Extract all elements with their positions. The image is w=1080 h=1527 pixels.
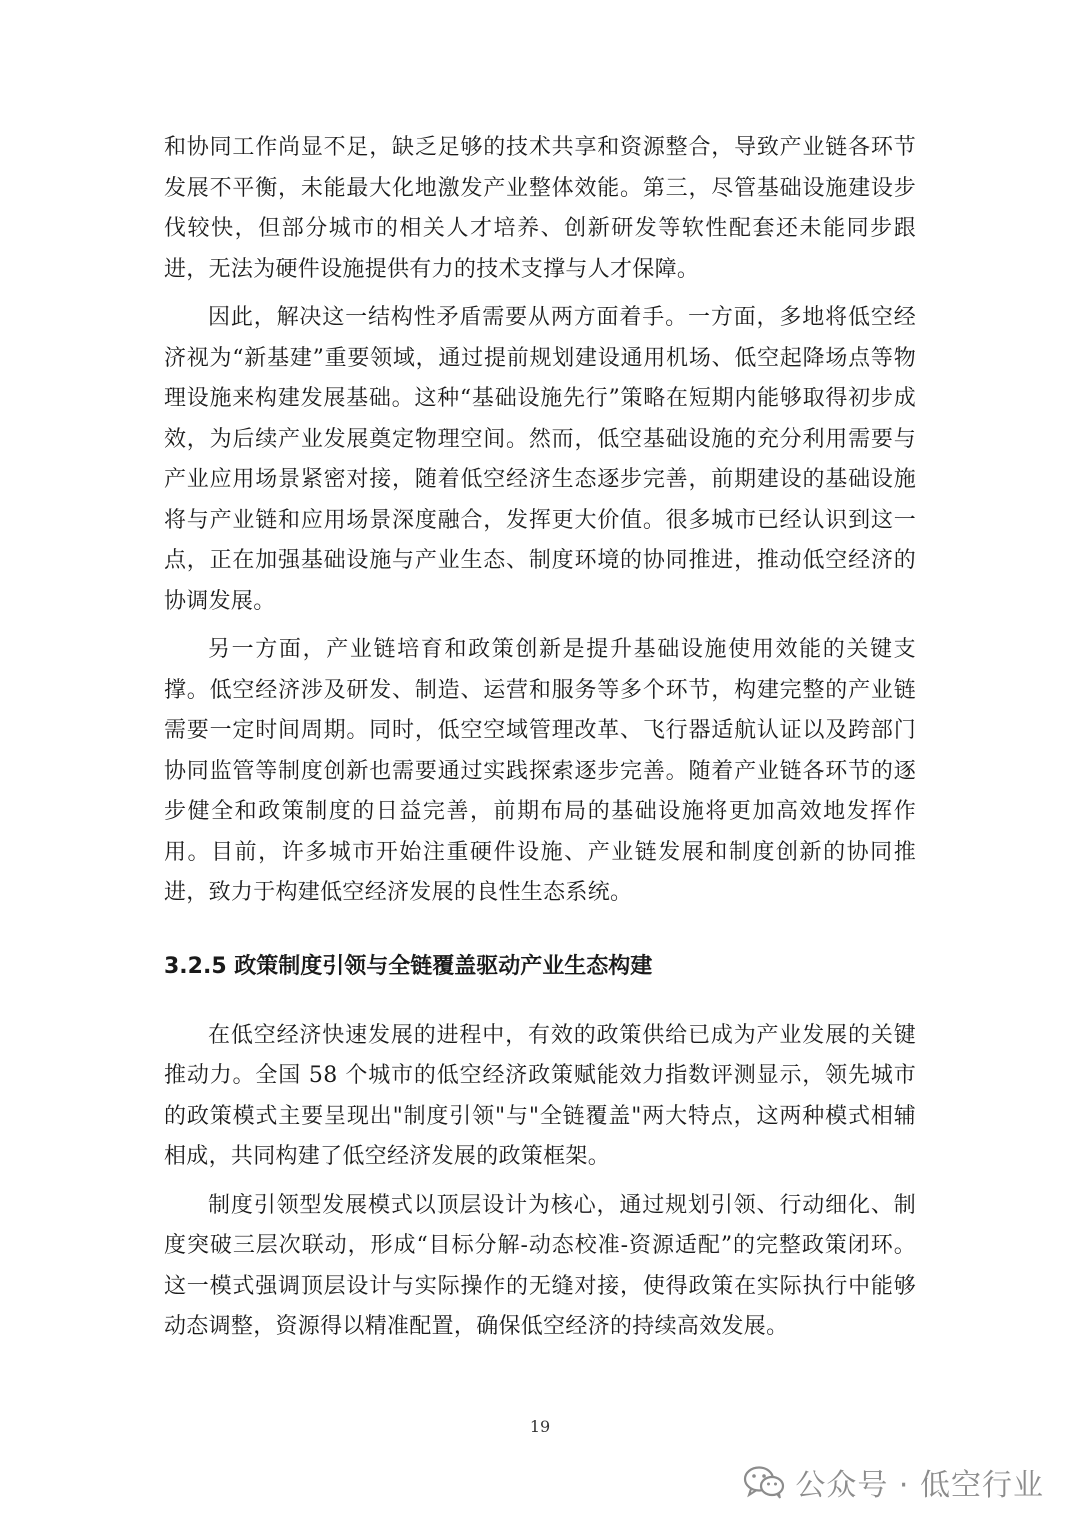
wechat-icon bbox=[743, 1464, 785, 1500]
paragraph: 和协同工作尚显不足，缺乏足够的技术共享和资源整合，导致产业链各环节发展不平衡，未能最大化地激发产业整体效能。第三，尽管基础设施建设步伐较快，但部分城市的相关人才培养、创新研发等软性配套还未能同步跟进，无法为硬件设施提供有力的技术支撑与人才保障。 bbox=[164, 135, 916, 282]
paragraph: 在低空经济快速发展的进程中，有效的政策供给已成为产业发展的关键推动力。全国 58 个城市的低空经济政策赋能效力指数评测显示，领先城市的政策模式主要呈现出"制度引领"与"全链覆盖"两大特点，这两种模式相辅相成，共同构建了低空经济发展的政策框架。 bbox=[164, 1022, 916, 1169]
paragraph: 制度引领型发展模式以顶层设计为核心，通过规划引领、行动细化、制度突破三层次联动，形成“目标分解-动态校准-资源适配”的完整政策闭环。这一模式强调顶层设计与实际操作的无缝对接，使得政策在实际执行中能够动态调整，资源得以精准配置，确保低空经济的持续高效发展。 bbox=[164, 1192, 916, 1339]
page-content bbox=[164, 128, 916, 1356]
watermark-text: 公众号 · 低空行业 bbox=[795, 1468, 1044, 1503]
watermark bbox=[743, 1460, 1044, 1504]
page-number: 19 bbox=[529, 1417, 551, 1436]
section-heading: 3.2.5 政策制度引领与全链覆盖驱动产业生态构建 bbox=[164, 953, 653, 979]
paragraph: 因此，解决这一结构性矛盾需要从两方面着手。一方面，多地将低空经济视为“新基建”重要领域，通过提前规划建设通用机场、低空起降场点等物理设施来构建发展基础。这种“基础设施先行”策略在短期内能够取得初步成效，为后续产业发展奠定物理空间。然而，低空基础设施的充分利用需要与产业应用场景紧密对接，随着低空经济生态逐步完善，前期建设的基础设施将与产业链和应用场景深度融合，发挥更大价值。很多城市已经认识到这一点，正在加强基础设施与产业生态、制度环境的协同推进，推动低空经济的协调发展。 bbox=[164, 305, 916, 614]
paragraph: 另一方面，产业链培育和政策创新是提升基础设施使用效能的关键支撑。低空经济涉及研发、制造、运营和服务等多个环节，构建完整的产业链需要一定时间周期。同时，低空空域管理改革、飞行器适航认证以及跨部门协同监管等制度创新也需要通过实践探索逐步完善。随着产业链各环节的逐步健全和政策制度的日益完善，前期布局的基础设施将更加高效地发挥作用。目前，许多城市开始注重硬件设施、产业链发展和制度创新的协同推进，致力于构建低空经济发展的良性生态系统。 bbox=[164, 637, 916, 905]
